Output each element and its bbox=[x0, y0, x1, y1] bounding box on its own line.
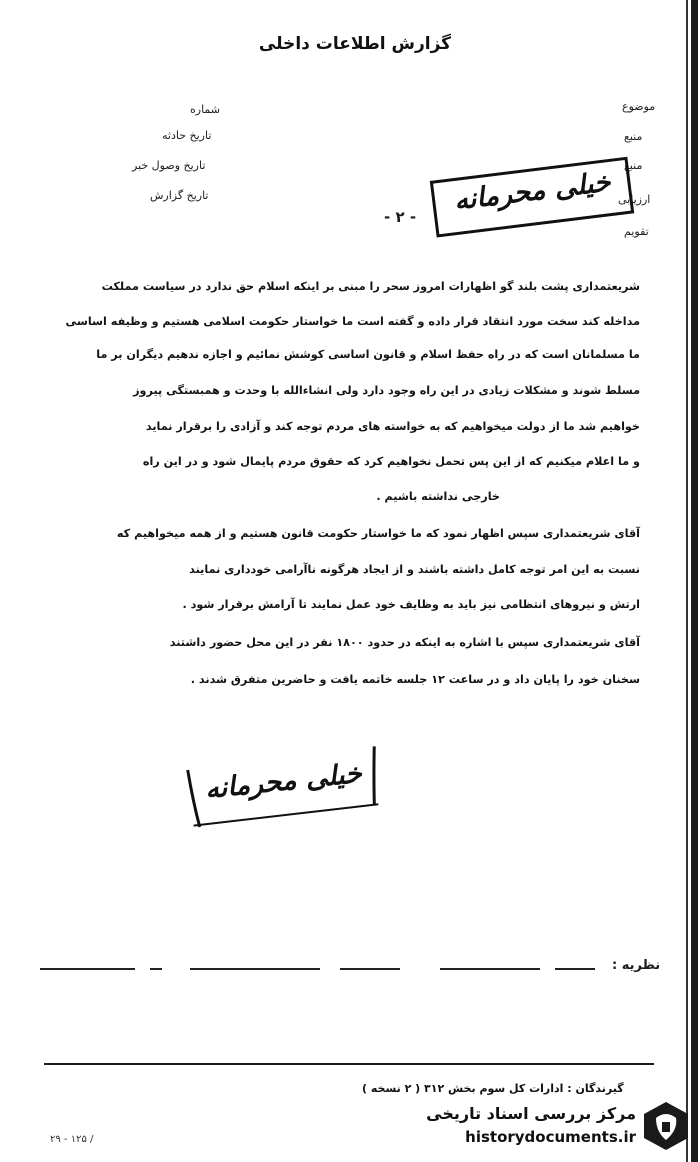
body-line: شریعتمداری پشت بلند گو اظهارات امروز سحر را مبنی بر اینکه اسلام حق ندارد در سیاست مملکت bbox=[101, 280, 640, 293]
stamp-text-middle: خیلی محرمانه bbox=[203, 757, 364, 806]
body-line: آقای شریعتمداری سپس اظهار نمود که ما خواستار حکومت قانون هستیم و از همه میخواهیم که bbox=[116, 527, 640, 540]
stamp-text-top: خیلی محرمانه bbox=[452, 166, 613, 217]
body-line: سخنان خود را پایان داد و در ساعت ۱۲ جلسه خاتمه یافت و حاضرین متفرق شدند . bbox=[190, 673, 640, 686]
watermark-org-name: مرکز بررسی اسناد تاریخی bbox=[426, 1104, 636, 1123]
opinion-dash bbox=[190, 968, 320, 970]
scan-edge-line bbox=[686, 0, 688, 1162]
page-marker: - ۲ - bbox=[384, 208, 417, 226]
field-event-date: تاریخ حادثه bbox=[162, 129, 212, 142]
footer-separator bbox=[44, 1063, 654, 1065]
field-source-rating: منبع bbox=[624, 159, 643, 172]
field-rating: ارزیابی bbox=[618, 193, 651, 206]
body-line: مداخله کند سخت مورد انتقاد قرار داده و گفته است ما خواستار حکومت اسلامی هستیم و وظیفه اساسی bbox=[65, 315, 640, 328]
archive-watermark bbox=[416, 1096, 696, 1158]
field-source: منبع bbox=[624, 130, 643, 143]
body-line: نسبت به این امر توجه کامل داشته باشند و از ایجاد هرگونه ناآرامی خودداری نمایند bbox=[189, 563, 640, 576]
confidential-stamp-top bbox=[429, 154, 637, 240]
field-number: شماره bbox=[190, 103, 221, 116]
scan-edge bbox=[691, 0, 698, 1162]
body-line: مسلط شوند و مشکلات زیادی در این راه وجود دارد ولی انشاءالله با وحدت و همبستگی پیروز bbox=[133, 384, 640, 397]
document-title: گزارش اطلاعات داخلی bbox=[258, 34, 452, 54]
field-evaluation: تقویم bbox=[624, 225, 649, 238]
body-line: و ما اعلام میکنیم که از این پس تحمل نخواهیم کرد که حقوق مردم پایمال شود و در این راه bbox=[142, 455, 640, 468]
body-line: ارتش و نیروهای انتظامی نیز باید به وظایف خود عمل نمایند تا آرامش برقرار شود . bbox=[182, 598, 640, 611]
opinion-label: نظریه : bbox=[612, 958, 661, 973]
opinion-dash bbox=[150, 968, 162, 970]
field-receipt-date: تاریخ وصول خبر bbox=[132, 159, 206, 172]
opinion-dash bbox=[340, 968, 400, 970]
confidential-stamp-middle bbox=[183, 742, 385, 832]
body-line: خارجی نداشته باشیم . bbox=[376, 490, 500, 503]
opinion-dash bbox=[40, 968, 135, 970]
opinion-dash bbox=[440, 968, 540, 970]
body-line: ما مسلمانان است که در راه حفظ اسلام و قانون اساسی کوشش نمائیم و اجازه ندهیم دیگران بر ما bbox=[96, 348, 640, 361]
field-report-date: تاریخ گزارش bbox=[150, 189, 209, 202]
watermark-url: historydocuments.ir bbox=[465, 1128, 636, 1146]
body-line: آقای شریعتمداری سپس با اشاره به اینکه در حدود ۱۸۰۰ نفر در این محل حضور داشتند bbox=[169, 636, 640, 649]
field-subject: موضوع bbox=[622, 100, 656, 113]
recipients-line: گیرندگان : ادارات کل سوم بخش ۳۱۲ ( ۲ نسخه ) bbox=[362, 1082, 624, 1095]
archive-logo-icon bbox=[638, 1098, 694, 1154]
body-line: خواهیم شد ما از دولت میخواهیم که به خواسته های مردم توجه کند و آزادی را برقرار نماید bbox=[145, 420, 640, 433]
opinion-dash bbox=[555, 968, 595, 970]
footer-number: ۲۹ - ۱۲۵ / bbox=[50, 1134, 94, 1145]
